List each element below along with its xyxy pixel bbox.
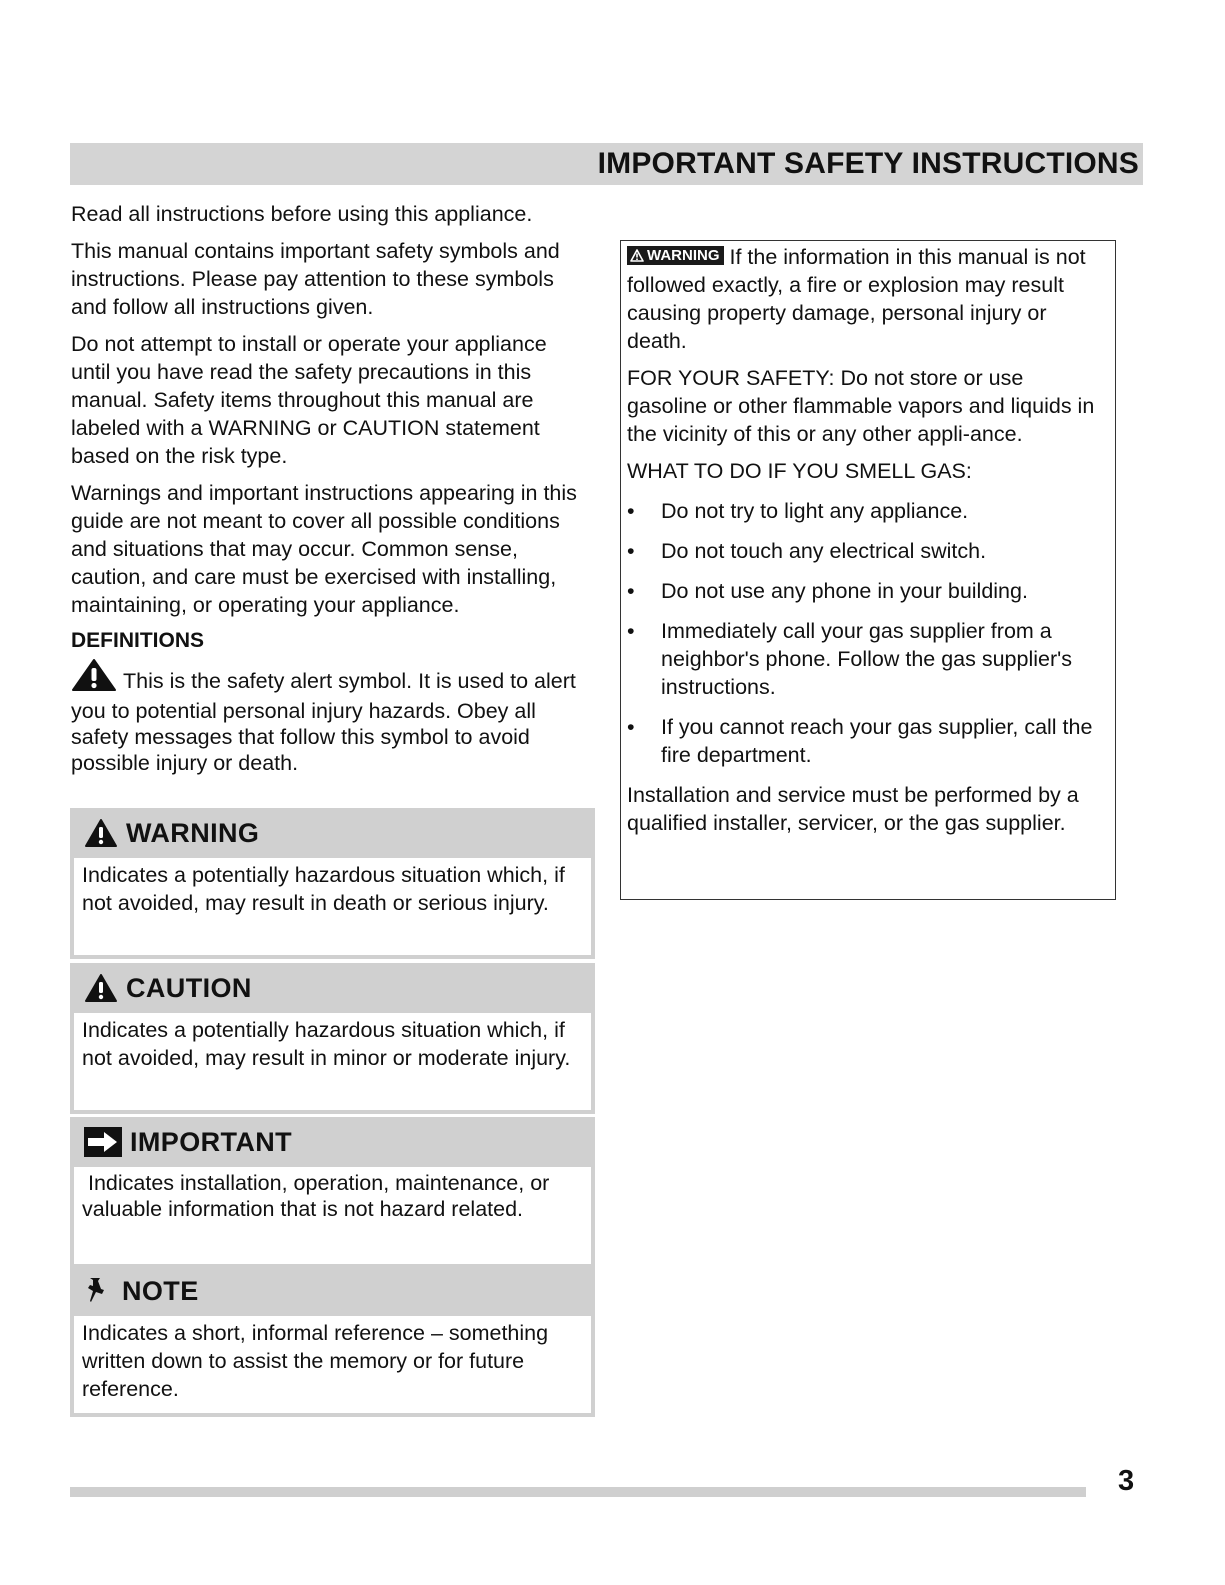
important-definition-box [70, 1117, 595, 1268]
gas-warning-box [620, 240, 1116, 900]
symbols-paragraph: This manual contains important safety symbols and instructions. Please pay attention to these symbols and follow all instructions given. [71, 239, 560, 319]
important-definition-header [74, 1117, 591, 1167]
smell-gas-heading: WHAT TO DO IF YOU SMELL GAS: [627, 459, 972, 483]
warning-definition-box [70, 808, 595, 959]
caution-label: CAUTION [126, 972, 252, 1003]
note-definition-text: Indicates a short, informal reference – something written down to assist the memory or for future reference. [74, 1316, 591, 1413]
intro-paragraph: Read all instructions before using this appliance. [71, 202, 533, 226]
warning-definition-header [74, 808, 591, 858]
page-title: IMPORTANT SAFETY INSTRUCTIONS [597, 147, 1139, 180]
safety-alert-text: This is the safety alert symbol. It is used to alert you to potential personal injury hazards. Obey all safety messages that follow this symbol to avoid possible injury or death. [71, 669, 576, 775]
pushpin-icon [84, 1275, 114, 1307]
footer-bar [70, 1487, 1086, 1497]
list-item: • Immediately call your gas supplier from a neighbor's phone. Follow the gas supplier's instructions. [627, 617, 1107, 701]
precautions-paragraph: Do not attempt to install or operate your appliance until you have read the safety precautions in this manual. Safety items throughout this manual are labeled with a WARNING or CAUTION statement based on the risk type. [71, 332, 547, 468]
important-label: IMPORTANT [130, 1126, 293, 1157]
caution-definition-box [70, 963, 595, 1114]
safety-alert-paragraph [71, 658, 591, 776]
caution-definition-text: Indicates a potentially hazardous situation which, if not avoided, may result in minor or moderate injury. [74, 1013, 591, 1110]
warning-triangle-icon [84, 818, 118, 848]
warnings-paragraph: Warnings and important instructions appearing in this guide are not meant to cover all possible conditions and situations that may occur. Common sense, caution, and care must be exercised with installing, maintaining, or operating your appliance. [71, 481, 577, 617]
note-definition-box [70, 1266, 595, 1417]
definitions-heading: DEFINITIONS [71, 629, 205, 652]
safety-alert-icon [71, 658, 117, 698]
arrow-right-icon [84, 1127, 122, 1157]
gas-warning-paragraph [627, 243, 1107, 355]
warning-triangle-icon [630, 249, 644, 262]
installation-paragraph: Installation and service must be performed by a qualified installer, servicer, or the gas supplier. [627, 783, 1079, 835]
warning-triangle-icon [84, 973, 118, 1003]
note-definition-header [74, 1266, 591, 1316]
for-your-safety-paragraph: FOR YOUR SAFETY: Do not store or use gasoline or other flammable vapors and liquids in the vicinity of this or any other appli-ance. [627, 366, 1095, 446]
list-item: • Do not try to light any appliance. [627, 497, 1107, 525]
gas-warning-text: If the information in this manual is not followed exactly, a fire or explosion may result causing property damage, personal injury or death. [627, 245, 1086, 353]
warning-label: WARNING [126, 817, 260, 848]
note-label: NOTE [122, 1275, 199, 1306]
header-bar [70, 143, 1143, 185]
warning-tag-label: WARNING [647, 247, 720, 264]
left-column [71, 200, 591, 776]
warning-tag [627, 246, 724, 265]
list-item: • Do not touch any electrical switch. [627, 537, 1107, 565]
list-item: • If you cannot reach your gas supplier, call the fire department. [627, 713, 1107, 769]
gas-instructions-list [627, 497, 1107, 769]
list-item: • Do not use any phone in your building. [627, 577, 1107, 605]
warning-definition-text: Indicates a potentially hazardous situation which, if not avoided, may result in death or serious injury. [74, 858, 591, 955]
caution-definition-header [74, 963, 591, 1013]
important-definition-text: Indicates installation, operation, maintenance, or valuable information that is not hazard related. [74, 1167, 591, 1264]
page-number: 3 [1118, 1465, 1135, 1497]
